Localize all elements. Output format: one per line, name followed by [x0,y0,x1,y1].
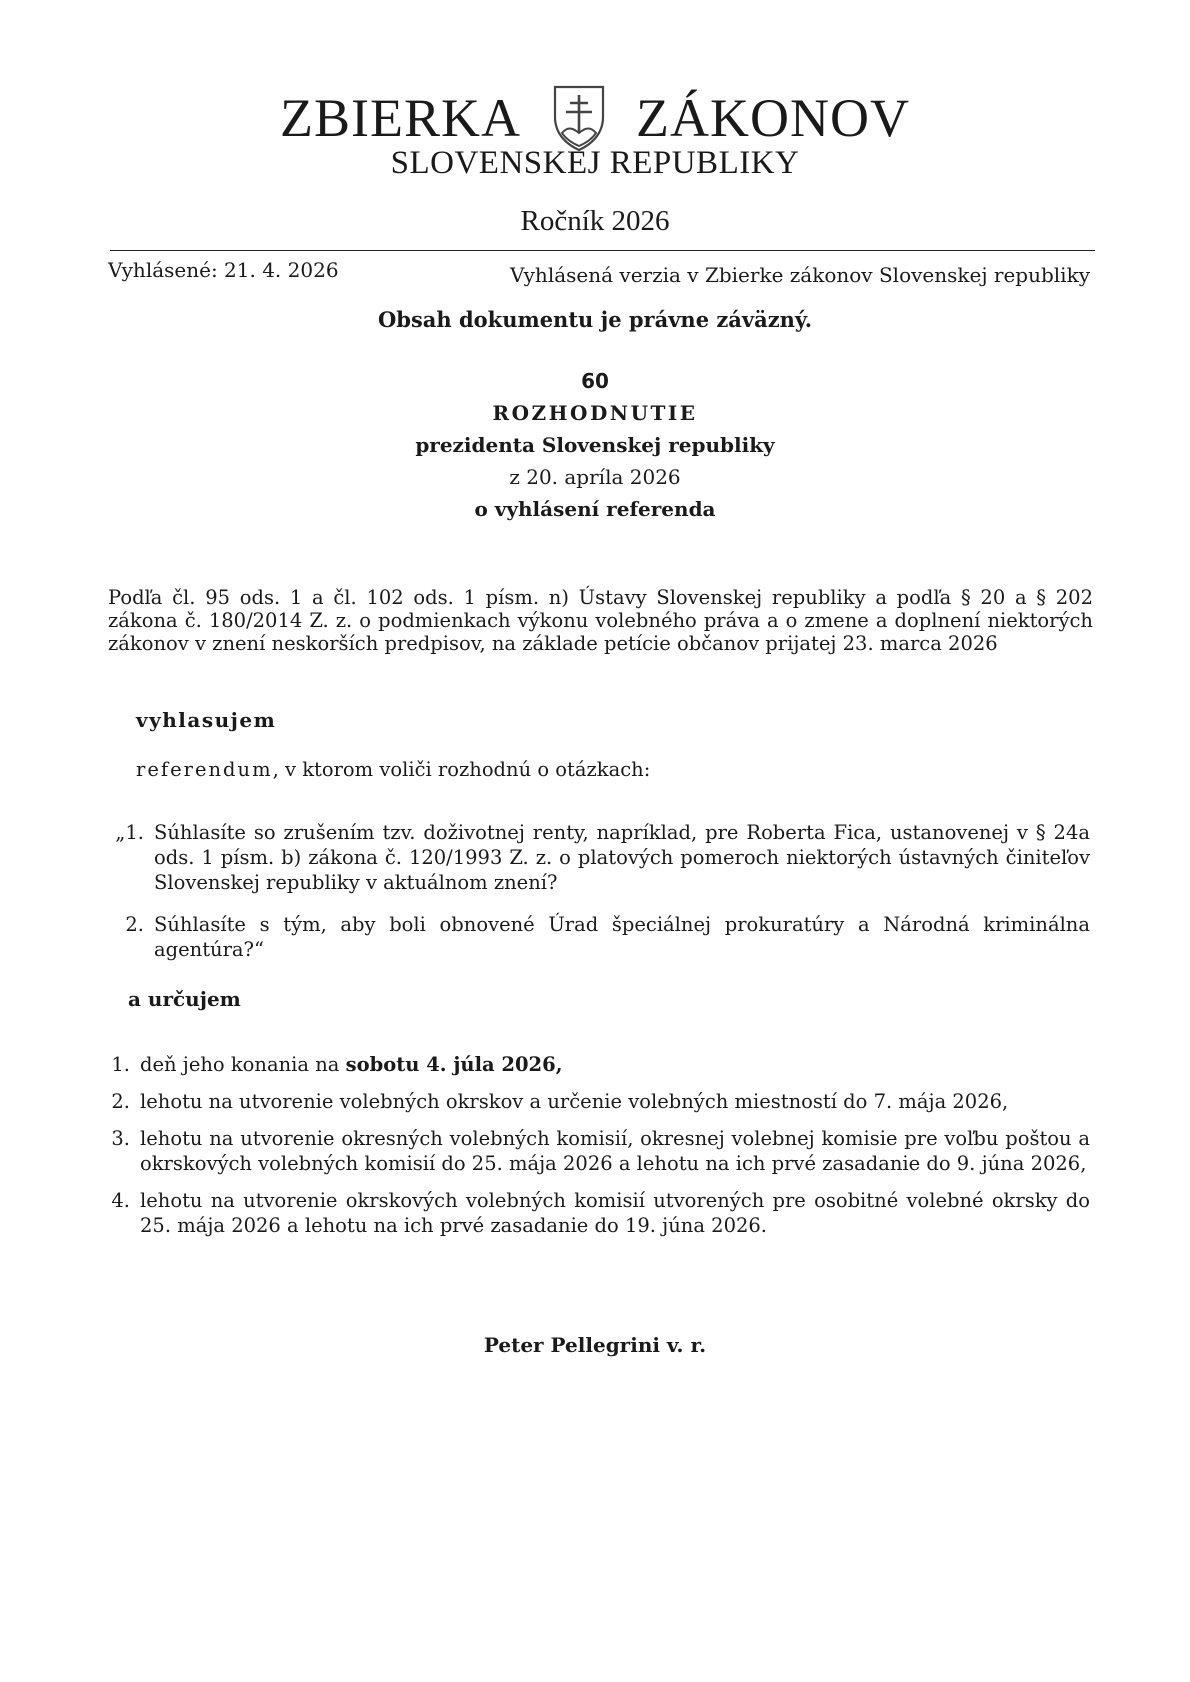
question-text: Súhlasíte s tým, aby boli obnovené Úrad špeciálnej prokuratúry a Národná kriminálna agentúra?“ [154,913,1090,961]
volume-year: Ročník 2026 [520,205,670,237]
document-title-block [0,365,1190,525]
version-note: Vyhlásená verzia v Zbierke zákonov Slovenskej republiky [510,263,1090,287]
determination-item [100,1052,1090,1077]
question-item [100,912,1090,962]
signature: Peter Pellegrini v. r. [483,1333,707,1357]
determination-item [100,1089,1090,1114]
determination-item [100,1188,1090,1238]
question-number: 2. [125,913,144,936]
determination-text-bold: sobotu 4. júla 2026, [345,1053,563,1076]
determination-list [100,1052,1090,1250]
question-item [100,820,1090,895]
determination-number: 2. [111,1090,130,1113]
legal-basis-paragraph: Podľa čl. 95 ods. 1 a čl. 102 ods. 1 písm. n) Ústavy Slovenskej republiky a podľa § 20 a § 202 zákona č. 180/2014 Z. z. o podmienkach výkonu volebného práva a o zmene a doplnení niektorých zákonov v znení neskorších predpisov, na základe petície občanov prijatej 23. marca 2026 [108,586,1093,655]
masthead-title-right: ZÁKONOV [636,87,910,148]
determination-item [100,1126,1090,1176]
question-number: „1. [115,821,144,844]
referendum-line [136,758,650,781]
determine-heading: a určujem [128,987,241,1011]
question-list [100,820,1090,979]
document-date: z 20. apríla 2026 [509,465,681,489]
determination-number: 1. [111,1053,130,1076]
declare-heading: vyhlasujem [136,708,277,732]
document-issuer: prezidenta Slovenskej republiky [415,433,775,457]
masthead-title [0,82,1190,153]
determination-text: lehotu na utvorenie okresných volebných komisií, okresnej volebnej komisie pre voľbu poštou a okrskových volebných komisií do 25. mája 2026 a lehotu na ich prvé zasadanie do 9. júna 2026, [140,1127,1090,1175]
determination-text: lehotu na utvorenie volebných okrskov a určenie volebných miestností do 7. mája 2026, [140,1090,1009,1113]
coat-of-arms-icon [550,83,608,153]
document-number: 60 [581,369,609,393]
masthead-title-left: ZBIERKA [280,87,521,148]
referendum-word: referendum [136,758,273,781]
referendum-rest: , v ktorom voliči rozhodnú o otázkach: [272,758,651,781]
determination-text [140,1052,1090,1077]
determination-number: 3. [111,1127,130,1150]
publication-date: Vyhlásené: 21. 4. 2026 [108,258,339,282]
document-type: ROZHODNUTIE [492,401,698,425]
determination-number: 4. [111,1189,130,1212]
document-subject: o vyhlásení referenda [474,497,716,521]
determination-text-plain: deň jeho konania na [140,1053,346,1076]
masthead-subtitle: SLOVENSKEJ REPUBLIKY [390,145,800,181]
determination-text: lehotu na utvorenie okrskových volebných komisií utvorených pre osobitné volebné okrsky do 25. mája 2026 a lehotu na ich prvé zasadanie do 19. júna 2026. [140,1189,1090,1237]
question-text: Súhlasíte so zrušením tzv. doživotnej renty, napríklad, pre Roberta Fica, ustanovenej v § 24a ods. 1 písm. b) zákona č. 120/1993 Z. z. o platových pomeroch niektorých ústavných činiteľov Slovenskej republiky v aktuálnom znení? [154,821,1090,894]
binding-note: Obsah dokumentu je právne záväzný. [377,307,813,332]
header-divider [110,250,1095,251]
